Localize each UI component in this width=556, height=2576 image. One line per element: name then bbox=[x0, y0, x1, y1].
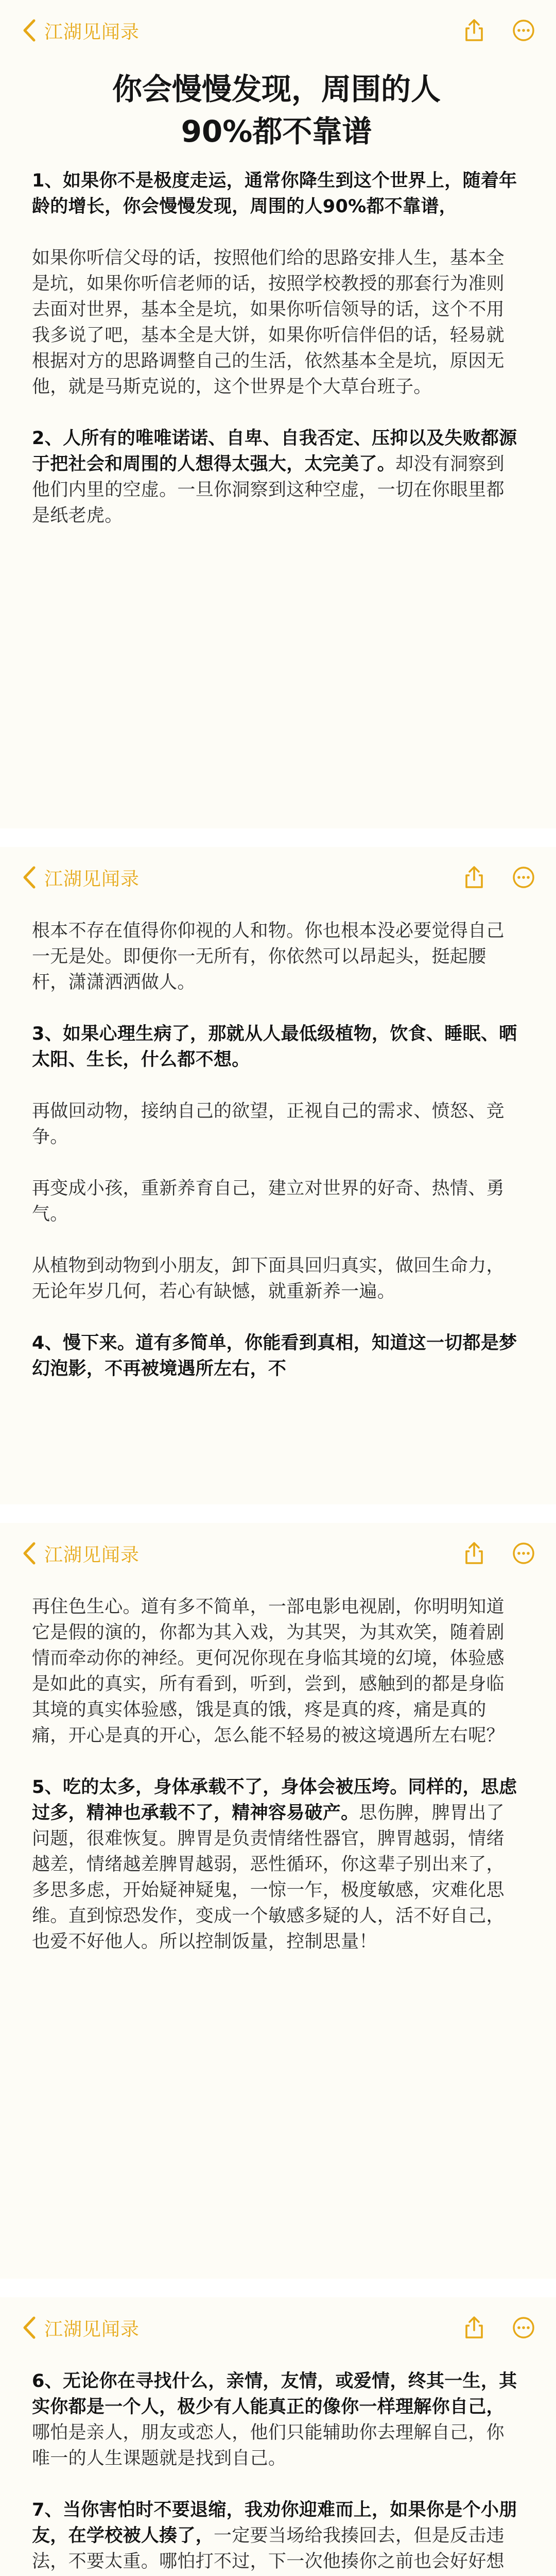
paragraph: 从植物到动物到小朋友，卸下面具回归真实，做回生命力，无论年岁几何，若心有缺憾，就重新养一遍。 bbox=[32, 1256, 505, 1302]
screenshot-section-4 bbox=[0, 2279, 556, 2576]
back-label: 江湖见闻录 bbox=[44, 21, 140, 43]
paragraph bbox=[32, 426, 521, 529]
chevron-left-icon bbox=[22, 866, 37, 889]
paragraph: 再变成小孩，重新养育自己，建立对世界的好奇、热情、勇气。 bbox=[32, 1178, 505, 1225]
share-icon[interactable] bbox=[462, 1541, 486, 1565]
paragraph-bold: 6、无论你在寻找什么，亲情，友情，或爱情，终其一生，其实你都是一个人，极少有人能真正的像你一样理解你自己， bbox=[32, 2371, 517, 2417]
notes-nav-bar bbox=[0, 847, 556, 908]
back-label: 江湖见闻录 bbox=[44, 868, 140, 890]
back-label: 江湖见闻录 bbox=[44, 2318, 140, 2340]
title-line-1: 你会慢慢发现，周围的人 bbox=[112, 72, 441, 107]
paragraph-bold: 5、吃的太多，身体承载不了，身体会被压垮。同样的，思虑过多，精神也承载不了，精神容易破产。 bbox=[32, 1777, 517, 1823]
paragraph: 3、如果心理生病了，那就从人最低级植物，饮食、睡眠、晒太阳、生长，什么都不想。 bbox=[32, 1024, 517, 1070]
more-icon[interactable] bbox=[512, 866, 535, 889]
paragraph: 根本不存在值得你仰视的人和物。你也根本没必要觉得自己一无是处。即便你一无所有，你依然可以昂起头，挺起腰杆，潇潇洒洒做人。 bbox=[32, 921, 505, 993]
screenshot-section-1 bbox=[0, 0, 556, 828]
back-button[interactable] bbox=[22, 1540, 140, 1567]
paragraph: 4、慢下来。道有多简单，你能看到真相，知道这一切都是梦幻泡影，不再被境遇所左右，不 bbox=[32, 1333, 517, 1379]
more-icon[interactable] bbox=[512, 19, 535, 42]
screenshot-section-3 bbox=[0, 1504, 556, 2279]
paragraph bbox=[32, 2497, 521, 2576]
note-body bbox=[0, 2358, 556, 2576]
paragraph-bold: 7、当你害怕时不要退缩，我劝你迎难而上，如果你是个小朋友，在学校被人揍了， bbox=[32, 2500, 517, 2546]
chevron-left-icon bbox=[22, 2316, 37, 2340]
paragraph: 再住色生心。道有多不简单，一部电影电视剧，你明明知道它是假的演的，你都为其入戏，为其哭，为其欢笑，随着剧情而牵动你的神经。更何况你现在身临其境的幻境，体验感是如此的真实，所有看到，听到，尝到，感触到的都是身临其境的真实体验感，饿是真的饿，疼是真的疼，痛是真的痛，开心是真的开心，怎么能不轻易的被这境遇所左右呢？ bbox=[32, 1597, 505, 1746]
share-icon[interactable] bbox=[462, 2316, 486, 2340]
paragraph bbox=[32, 2368, 521, 2471]
more-icon[interactable] bbox=[512, 2316, 535, 2340]
paragraph: 1、如果你不是极度走运，通常你降生到这个世界上，随着年龄的增长，你会慢慢发现，周围的人90%都不靠谱， bbox=[32, 171, 517, 217]
notes-nav-bar bbox=[0, 2297, 556, 2358]
back-button[interactable] bbox=[22, 18, 140, 44]
share-icon[interactable] bbox=[462, 866, 486, 889]
notes-nav-bar bbox=[0, 1523, 556, 1584]
note-body bbox=[0, 908, 556, 1382]
note-body bbox=[0, 61, 556, 529]
more-icon[interactable] bbox=[512, 1541, 535, 1565]
screenshot-section-2 bbox=[0, 828, 556, 1504]
share-icon[interactable] bbox=[462, 19, 486, 42]
back-button[interactable] bbox=[22, 2315, 140, 2341]
paragraph-bold: 2、人所有的唯唯诺诺、自卑、自我否定、压抑以及失败都源于把社会和周围的人想得太强大，太完美了。 bbox=[32, 428, 517, 474]
paragraph-normal: 思伤脾，脾胃出了问题，很难恢复。脾胃是负责情绪性器官，脾胃越弱，情绪越差，情绪越差脾胃越弱，恶性循环，你这辈子别出来了，多思多虑，开始疑神疑鬼，一惊一乍，极度敏感，灾难化思维。直到惊恐发作，变成一个敏感多疑的人，活不好自己，也爱不好他人。所以控制饭量，控制思量！ bbox=[32, 1803, 505, 1952]
back-button[interactable] bbox=[22, 865, 140, 891]
back-label: 江湖见闻录 bbox=[44, 1544, 140, 1566]
note-title bbox=[32, 61, 521, 152]
title-line-2: 90%都不靠谱 bbox=[181, 114, 372, 149]
paragraph: 再做回动物，接纳自己的欲望，正视自己的需求、愤怒、竞争。 bbox=[32, 1101, 505, 1147]
chevron-left-icon bbox=[22, 1541, 37, 1565]
paragraph-normal: 却没有洞察到他们内里的空虚。一旦你洞察到这种空虚，一切在你眼里都是纸老虎。 bbox=[32, 454, 505, 526]
notes-nav-bar bbox=[0, 0, 556, 61]
paragraph bbox=[32, 1774, 521, 1955]
chevron-left-icon bbox=[22, 19, 37, 42]
note-body bbox=[0, 1584, 556, 1955]
paragraph-normal: 一定要当场给我揍回去，但是反击违法，不要太重。哪怕打不过，下一次他揍你之前也会好好想 bbox=[32, 2526, 505, 2572]
paragraph-normal: 哪怕是亲人，朋友或恋人，他们只能辅助你去理解自己，你唯一的人生课题就是找到自己。 bbox=[32, 2422, 505, 2469]
paragraph: 如果你听信父母的话，按照他们给的思路安排人生，基本全是坑，如果你听信老师的话，按照学校教授的那套行为准则去面对世界，基本全是坑，如果你听信领导的话，这个不用我多说了吧，基本全是大饼，如果你听信伴侣的话，轻易就根据对方的思路调整自己的生活，依然基本全是坑，原因无他，就是马斯克说的，这个世界是个大草台班子。 bbox=[32, 248, 505, 397]
